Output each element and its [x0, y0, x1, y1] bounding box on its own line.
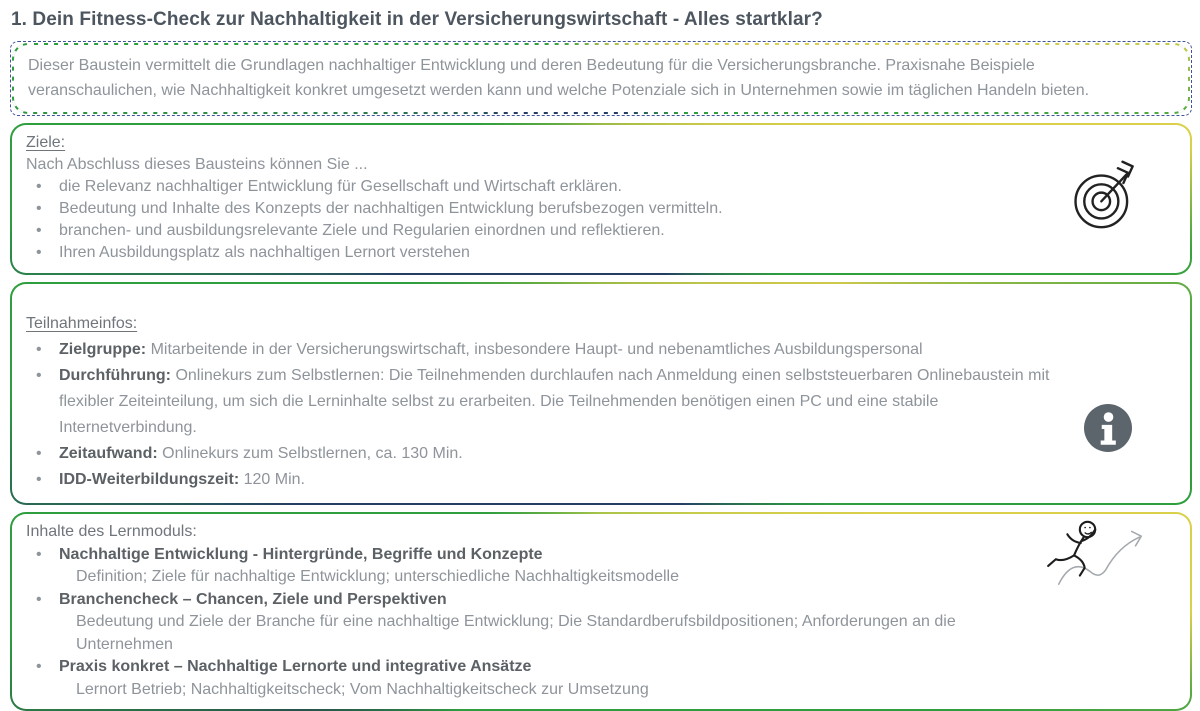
intro-box	[12, 43, 1190, 114]
content-item-sub: Definition; Ziele für nachhaltige Entwicklung; unterschiedliche Nachhaltigkeitsmodelle	[76, 568, 679, 585]
participation-item	[26, 363, 1176, 441]
participation-item	[26, 441, 1176, 467]
content-item-title: Praxis konkret – Nachhaltige Lernorte und integrative Ansätze	[59, 658, 532, 675]
bullet: •	[36, 244, 42, 261]
bullet: •	[36, 341, 42, 358]
goals-item	[26, 198, 1176, 220]
participation-item-label: Durchführung:	[59, 367, 171, 384]
content-item-sub: Bedeutung und Ziele der Branche für eine nachhaltige Entwicklung; Die Standardberufsbildpositionen; Anforderungen an die Unternehmen	[76, 613, 956, 653]
goals-item	[26, 242, 1176, 264]
goals-lead: Nach Abschluss dieses Bausteins können Sie ...	[26, 156, 368, 173]
bullet: •	[36, 445, 42, 462]
participation-item-label: IDD-Weiterbildungszeit:	[59, 471, 240, 488]
participation-item-text: Durchführung: Onlinekurs zum Selbstlernen: Die Teilnehmenden durchlaufen nach Anmeldung einen selbststeuerbaren Onlinebaustein mit flexibler Zeiteinteilung, um sich die Lerninhalte selbst zu erarbeiten. Die Teilnehmenden benötigen einen PC und eine stabile Internetverbindung.	[59, 367, 1050, 436]
target-dart-icon	[1070, 157, 1140, 231]
content-item	[26, 656, 1176, 679]
goals-heading: Ziele:	[26, 134, 66, 151]
content-box	[10, 512, 1192, 711]
participation-box	[10, 282, 1192, 505]
participation-item-label: Zeitaufwand:	[59, 445, 158, 462]
goals-item	[26, 176, 1176, 198]
content-item	[26, 589, 1176, 612]
participation-item-text: Zeitaufwand: Onlinekurs zum Selbstlernen, ca. 130 Min.	[59, 445, 463, 462]
bullet: •	[36, 545, 42, 563]
goals-box	[10, 123, 1192, 275]
running-figure-icon	[1036, 517, 1164, 589]
participation-item-text: IDD-Weiterbildungszeit: 120 Min.	[59, 471, 305, 488]
participation-item-text: Zielgruppe: Mitarbeitende in der Versicherungswirtschaft, insbesondere Haupt- und nebenamtliches Ausbildungspersonal	[59, 341, 923, 358]
goals-item	[26, 220, 1176, 242]
bullet: •	[36, 200, 42, 217]
goals-item-text: Bedeutung und Inhalte des Konzepts der nachhaltigen Entwicklung berufsbezogen vermitteln.	[59, 200, 723, 217]
goals-item-text: die Relevanz nachhaltiger Entwicklung für Gesellschaft und Wirtschaft erklären.	[59, 178, 622, 195]
page-title: 1. Dein Fitness-Check zur Nachhaltigkeit in der Versicherungswirtschaft - Alles startklar?	[11, 9, 823, 30]
bullet: •	[36, 590, 42, 608]
bullet: •	[36, 222, 42, 239]
content-item-title: Branchencheck – Chancen, Ziele und Perspektiven	[59, 590, 447, 608]
bullet: •	[36, 178, 42, 195]
participation-item-label: Zielgruppe:	[59, 341, 147, 358]
goals-item-text: branchen- und ausbildungsrelevante Ziele und Regularien einordnen und reflektieren.	[59, 222, 665, 239]
participation-item	[26, 467, 1176, 493]
content-item-title: Nachhaltige Entwicklung - Hintergründe, Begriffe und Konzepte	[59, 545, 543, 563]
intro-text: Dieser Baustein vermittelt die Grundlagen nachhaltiger Entwicklung und deren Bedeutung für die Versicherungsbranche. Praxisnahe Beispiele veranschaulichen, wie Nachhaltigkeit konkret umgesetzt werden kann und welche Potenziale sich in Unternehmen sowie im täglichen Handeln bieten.	[28, 57, 1090, 99]
info-icon	[1084, 404, 1132, 452]
bullet: •	[36, 658, 42, 675]
intro-box-outline	[10, 41, 1192, 116]
content-item-sub: Lernort Betrieb; Nachhaltigkeitscheck; Vom Nachhaltigkeitscheck zur Umsetzung	[76, 680, 649, 698]
goals-item-text: Ihren Ausbildungsplatz als nachhaltigen Lernort verstehen	[59, 244, 470, 261]
participation-heading: Teilnahmeinfos:	[26, 315, 138, 332]
bullet: •	[36, 471, 42, 488]
participation-item	[26, 337, 1176, 363]
bullet: •	[36, 367, 42, 384]
content-item	[26, 544, 1176, 567]
content-heading: Inhalte des Lernmoduls:	[26, 523, 197, 540]
